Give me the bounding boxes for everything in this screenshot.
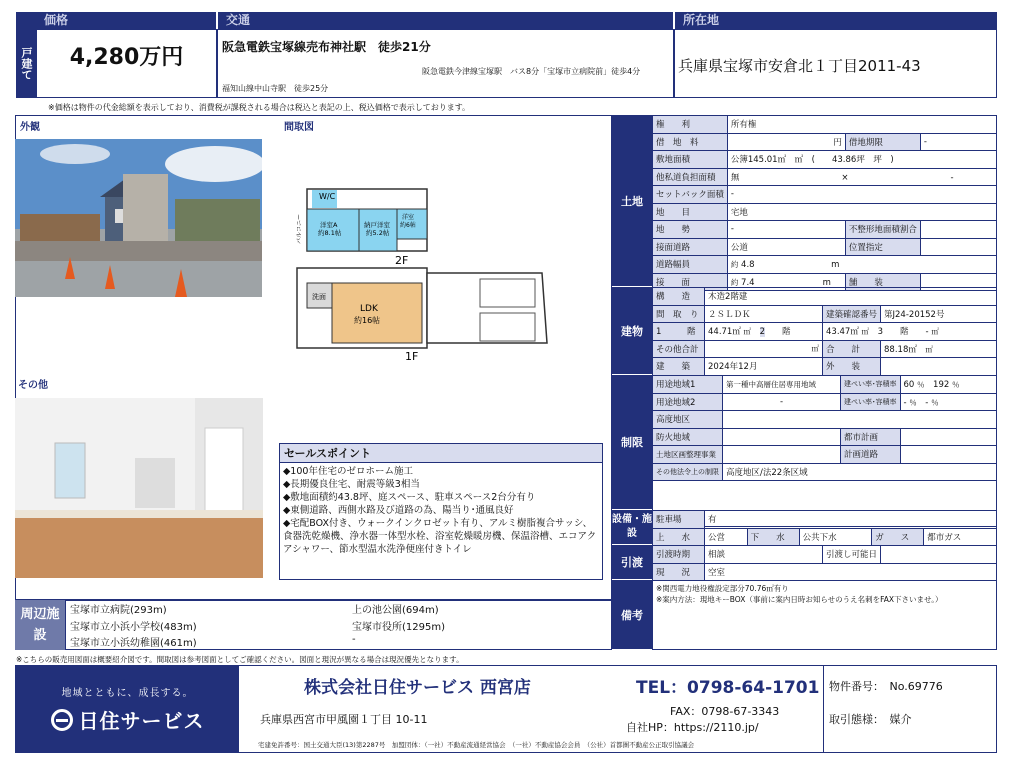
interior-photo — [15, 398, 263, 578]
sales-point: ◆東側道路、西側水路及び道路の為、陽当り･通風良好 — [283, 505, 514, 516]
remark: ※関西電力地役権設定部分70.76㎡有り — [656, 584, 789, 593]
sales-title: セールスポイント — [280, 444, 602, 463]
access-header: 交通 — [218, 12, 673, 29]
sales-point: ◆長期優良住宅、耐震等級3相当 — [283, 479, 420, 490]
surrounding-item: 宝塚市役所(1295m) — [352, 622, 445, 633]
surrounding-item: - — [352, 634, 356, 645]
exterior-label: 外観 — [20, 122, 40, 133]
slogan: 地域とともに、成長する。 — [61, 688, 194, 699]
sales-point: ◆100年住宅のゼロホーム施工 — [283, 466, 413, 477]
fp-1f: 1F — [405, 350, 419, 363]
svg-text:約8.1帖: 約8.1帖 — [318, 229, 342, 237]
wic-text: W/C — [319, 192, 336, 201]
property-type: 戸建て — [16, 12, 36, 98]
address: 兵庫県宝塚市安倉北１丁目2011-43 — [678, 57, 921, 75]
floorplan-diagram — [292, 183, 552, 363]
deal-type: 取引態様： 媒介 — [829, 713, 912, 726]
other-label: その他 — [18, 380, 48, 391]
handover-label: 引渡 — [612, 545, 652, 580]
svg-text:約6帖: 約6帖 — [400, 222, 416, 229]
floorplan-label: 間取図 — [284, 122, 314, 133]
remarks-box — [652, 580, 997, 650]
logo-text: 日住サービス — [78, 709, 205, 733]
tel: TEL：0798-64-1701 — [636, 678, 820, 698]
sales-points-box — [279, 443, 603, 580]
sales-point: ◆宅配BOX付き、ウォークインクロゼット有り、アルミ樹脂複合サッシ、食器洗乾燥機、浄水器一体型水栓、浴室乾燥暖房機、保温浴槽、エコアクアシャワー、節水型温水洗浄便座付きトイレ — [283, 518, 597, 555]
surroundings-label: 周辺施設 — [15, 600, 65, 650]
svg-text:約5.2帖: 約5.2帖 — [366, 229, 390, 237]
property-number: 物件番号： No.69776 — [829, 680, 943, 693]
svg-text:洗面: 洗面 — [312, 293, 326, 301]
sales-point: ◆敷地面積約43.8坪、庭スペース、駐車スペース2台分有り — [283, 492, 536, 503]
land-label: 土地 — [612, 115, 652, 287]
svg-text:約16帖: 約16帖 — [354, 316, 381, 325]
access-bus: 阪急電鉄今津線宝塚駅 バス8分「宝塚市立病院前」徒歩4分 — [422, 67, 641, 76]
surrounding-item: 宝塚市立小浜幼稚園(461m) — [70, 638, 197, 649]
company-name: 株式会社日住サービス 西宮店 — [304, 678, 531, 698]
svg-text:バルコニー: バルコニー — [296, 213, 303, 244]
location-header: 所在地 — [675, 12, 997, 29]
access-alt: 福知山線中山寺駅 徒歩25分 — [222, 84, 329, 93]
price-header: 価格 — [36, 12, 216, 29]
homepage-link[interactable]: 自社HP：https://2110.jp/ — [626, 721, 759, 734]
access-main: 阪急電鉄宝塚線売布神社駅 徒歩21分 — [222, 40, 431, 54]
license: 宅建免許番号：国土交通大臣(13)第2287号 加盟団体：（一社）不動産流通経営協会 （一社）不動産協会会員 （公社）首都圏不動産公正取引協議会 — [258, 741, 695, 749]
remarks-label: 備考 — [612, 580, 652, 650]
surrounding-item: 上の池公園(694m) — [352, 605, 439, 616]
exterior-photo — [15, 139, 262, 297]
svg-text:納戸洋室: 納戸洋室 — [364, 221, 390, 229]
surrounding-item: 宝塚市立病院(293m) — [70, 605, 167, 616]
building-label: 建物 — [612, 287, 652, 375]
building-table: 構 造 木造2階建 間 取 り ２ＳＬＤＫ 建築確認番号 第J24-20152号 1 階 44.71㎡ ㎡ 2 階 43.47㎡ ㎡ 3 階 - ㎡ その他合計 ㎡ 合 計 88.18㎡ ㎡ 建 築 2024年12月 外 装 — [652, 287, 997, 376]
fax: FAX：0798-67-3343 — [670, 705, 780, 718]
price-note: ※価格は物件の代金総額を表示しており、消費税が課税される場合は税込と表記の上、税込価格で表示しております。 — [48, 103, 471, 112]
logo-icon — [51, 709, 73, 731]
land-table: 権 利 所有権 借 地 料 円 借地期限 - 敷地面積 公簿145.01㎡ ㎡ ( 43.86坪 坪 ) 他私道負担面積 無 × - セットバック面積 - 地 目 宅地 地 勢 - 不整形地面積割合 接面道路 公道 位置指定 道路幅員 約 4.8 m 接 面 約 7.4 m 舗 装 — [652, 115, 997, 291]
price: 4,280万円 — [69, 45, 184, 70]
facility-label: 設備・施設 — [612, 510, 652, 545]
company-address: 兵庫県西宮市甲風園１丁目 10-11 — [260, 713, 428, 726]
company-logo-block — [16, 666, 239, 752]
restriction-table: 用途地域1 第一種中高層住居専用地域 建ぺい率･容積率 60 ％ 192 ％ 用途地域2 - 建ぺい率･容積率 - ％ - ％ 高度地区 防火地域 都市計画 土地区画整理事業 計画道路 その他法令上の制限 高度地区/法22条区域 — [652, 375, 997, 527]
handover-table: 引渡時期 相談 引渡し可能日 現 況 空室 — [652, 545, 997, 581]
surrounding-item: 宝塚市立小浜小学校(483m) — [70, 622, 197, 633]
svg-text:洋室: 洋室 — [402, 214, 415, 221]
plan-note: ※こちらの販売用図面は概要紹介図です。間取図は参考図面としてご確認ください。図面と現況が異なる場合は現況優先となります。 — [16, 655, 464, 664]
svg-text:洋室A: 洋室A — [320, 221, 338, 229]
remark: ※案内方法：現地キーBOX（事前に案内日時お知らせのうえ名刺をFAX下さいませ。） — [656, 595, 943, 604]
svg-text:LDK: LDK — [360, 304, 378, 314]
restrict-label: 制限 — [612, 375, 652, 510]
fp-2f: 2F — [395, 254, 409, 267]
facility-table: 駐車場 有 上 水 公営 下 水 公共下水 ガ ス 都市ガス — [652, 510, 997, 546]
